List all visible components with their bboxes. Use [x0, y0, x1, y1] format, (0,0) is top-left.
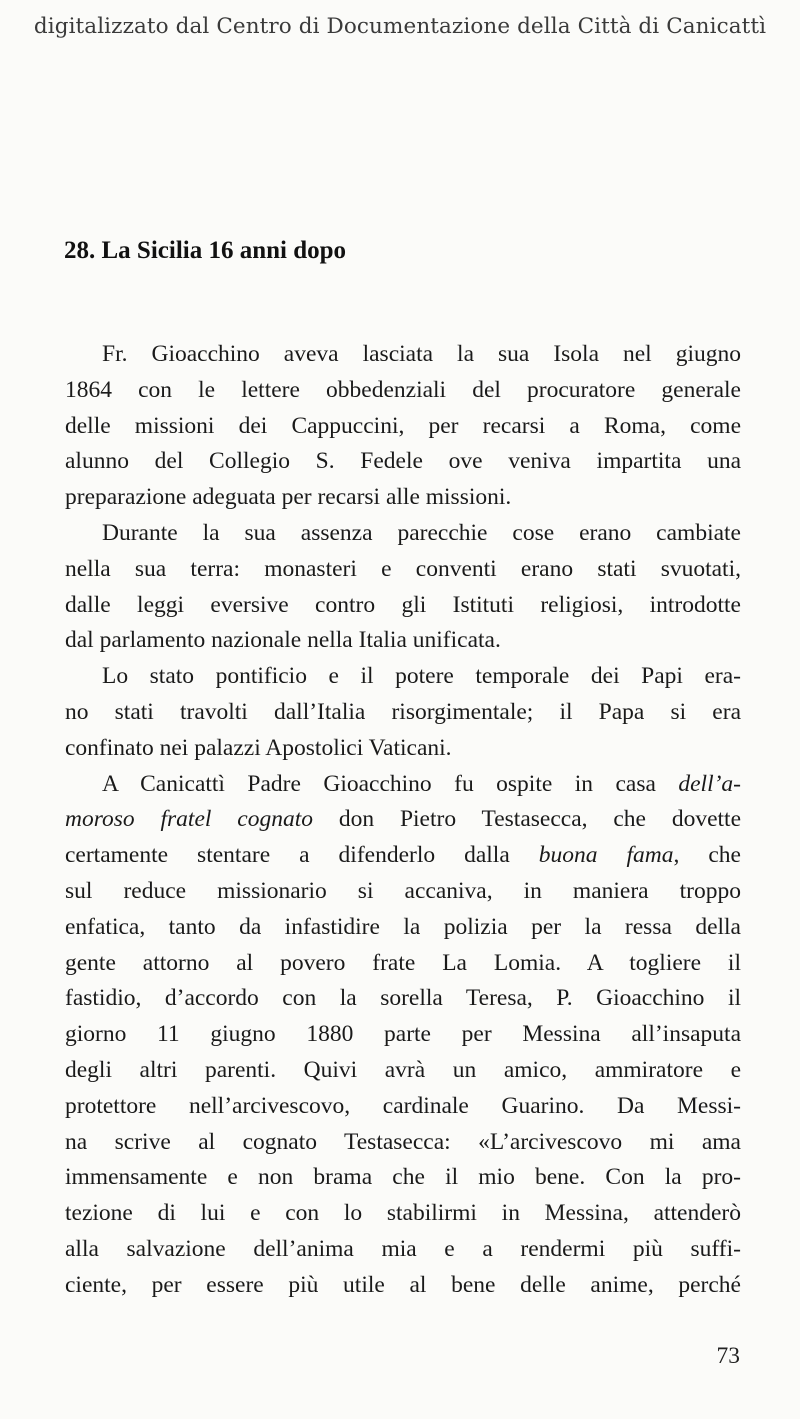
text-line: [65, 480, 741, 516]
text-segment: degli altri parenti. Quivi avrà un amico, ammiratore e: [65, 1056, 741, 1083]
italic-text: moroso fratel cognato: [65, 806, 313, 833]
text-line: [65, 1089, 741, 1125]
text-line: [65, 767, 741, 803]
italic-text: buona fama: [538, 842, 674, 869]
text-segment: , che: [673, 842, 741, 869]
text-segment: dal parlamento nazionale nella Italia unificata.: [65, 627, 501, 654]
page-number: 73: [716, 1343, 740, 1369]
text-line: [65, 1053, 741, 1089]
text-line: [65, 1196, 741, 1232]
text-segment: Durante la sua assenza parecchie cose erano cambiate: [102, 519, 741, 546]
digitization-watermark: digitalizzato dal Centro di Documentazione della Città di Canicattì: [33, 14, 767, 39]
text-segment: dalle leggi eversive contro gli Istituti religiosi, introdotte: [65, 591, 741, 618]
text-segment: alunno del Collegio S. Fedele ove veniva impartita una: [65, 448, 741, 475]
text-segment: preparazione adeguata per recarsi alle missioni.: [65, 484, 512, 511]
text-line: [65, 1268, 741, 1304]
text-line: [65, 373, 741, 409]
text-segment: gente attorno al povero frate La Lomia. A togliere il: [65, 949, 741, 976]
text-segment: certamente stentare a difenderlo dalla: [65, 842, 539, 869]
chapter-title: 28. La Sicilia 16 anni dopo: [64, 237, 347, 264]
paragraph: [65, 767, 741, 1304]
text-segment: delle missioni dei Cappuccini, per recarsi a Roma, come: [65, 412, 741, 439]
text-line: [65, 337, 741, 373]
text-line: [65, 802, 741, 838]
text-line: [65, 552, 741, 588]
text-segment: don Pietro Testasecca, che dovette: [312, 806, 741, 833]
text-line: [65, 981, 741, 1017]
text-segment: na scrive al cognato Testasecca: «L’arcivescovo mi ama: [65, 1128, 741, 1155]
text-line: [65, 1017, 741, 1053]
text-segment: protettore nell’arcivescovo, cardinale Guarino. Da Messi-: [65, 1092, 741, 1119]
text-segment: tezione di lui e con lo stabilirmi in Messina, attenderò: [65, 1200, 741, 1227]
text-line: [65, 588, 741, 624]
paragraph: [65, 516, 741, 659]
paragraph: [65, 659, 741, 766]
text-segment: fastidio, d’accordo con la sorella Teresa, P. Gioacchino il: [65, 985, 741, 1012]
text-segment: confinato nei palazzi Apostolici Vaticani.: [65, 734, 452, 761]
text-line: [65, 1160, 741, 1196]
text-line: [65, 1125, 741, 1161]
text-line: [65, 1232, 741, 1268]
text-line: [65, 946, 741, 982]
text-segment: giorno 11 giugno 1880 parte per Messina all’insaputa: [65, 1021, 741, 1048]
text-segment: A Canicattì Padre Gioacchino fu ospite in casa: [102, 770, 679, 797]
text-line: [65, 516, 741, 552]
body-text: [65, 337, 741, 1304]
text-line: [65, 910, 741, 946]
text-line: [65, 659, 741, 695]
text-line: [65, 623, 741, 659]
text-segment: alla salvazione dell’anima mia e a rendermi più suffi-: [65, 1235, 741, 1262]
text-segment: ciente, per essere più utile al bene delle anime, perché: [65, 1271, 741, 1298]
text-line: [65, 695, 741, 731]
text-line: [65, 409, 741, 445]
text-segment: immensamente e non brama che il mio bene. Con la pro-: [65, 1164, 741, 1191]
text-line: [65, 731, 741, 767]
text-segment: Fr. Gioacchino aveva lasciata la sua Isola nel giugno: [102, 341, 741, 367]
text-line: [65, 874, 741, 910]
text-line: [65, 444, 741, 480]
paragraph: [65, 337, 741, 516]
text-segment: sul reduce missionario si accaniva, in maniera troppo: [65, 877, 741, 904]
text-segment: no stati travolti dall’Italia risorgimentale; il Papa si era: [65, 698, 741, 725]
text-segment: 1864 con le lettere obbedenziali del procuratore generale: [65, 376, 741, 403]
italic-text: dell’a-: [678, 770, 741, 797]
text-segment: Lo stato pontificio e il potere temporale dei Papi era-: [102, 663, 741, 690]
text-segment: nella sua terra: monasteri e conventi erano stati svuotati,: [65, 555, 741, 582]
text-segment: enfatica, tanto da infastidire la polizia per la ressa della: [65, 913, 741, 940]
text-line: [65, 838, 741, 874]
